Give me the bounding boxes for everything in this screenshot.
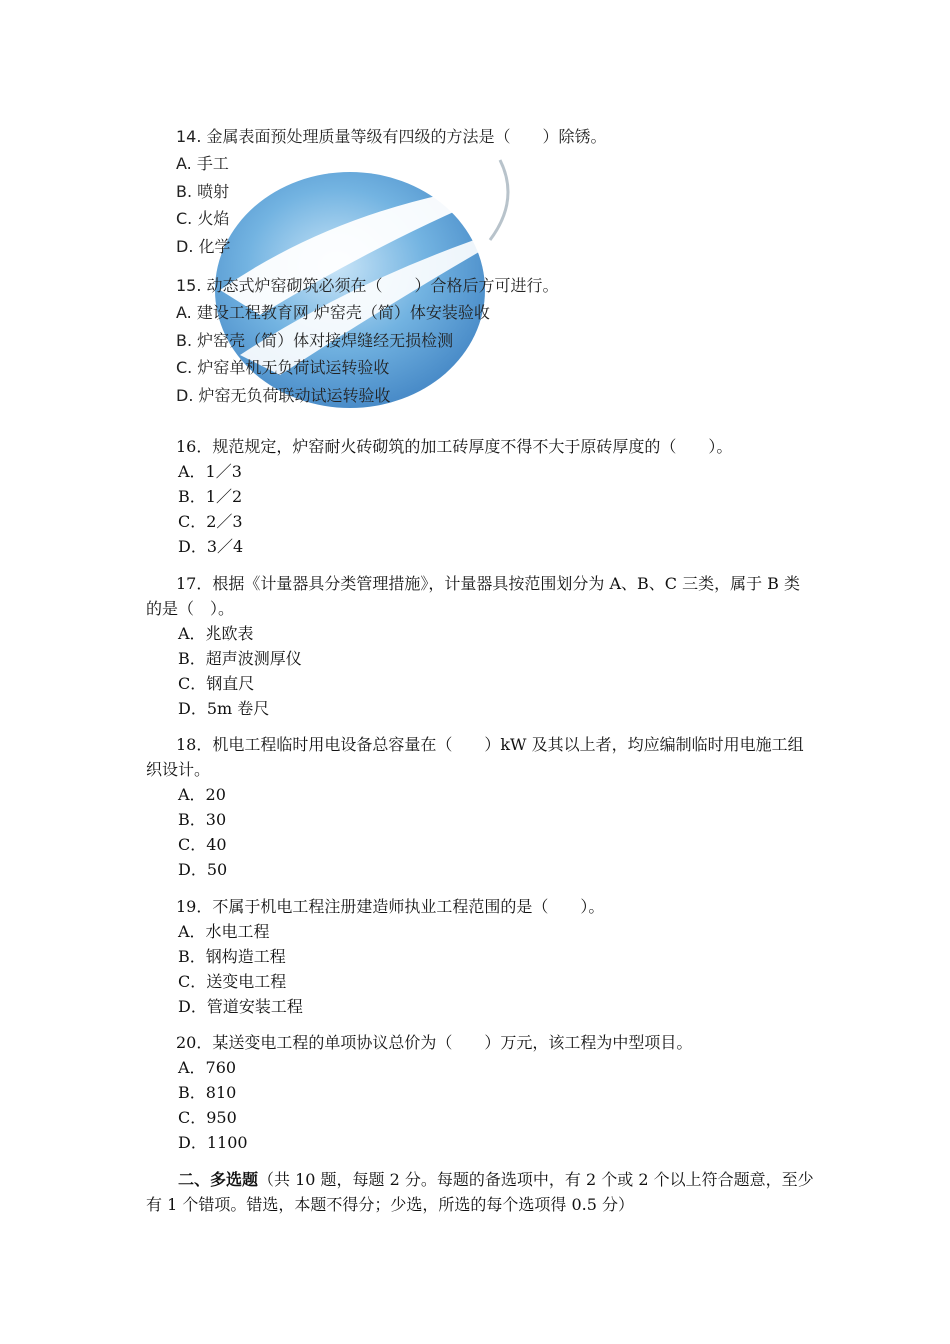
- option-b: B．钢构造工程: [178, 947, 286, 966]
- option-c: C．40: [178, 835, 227, 854]
- option-b: B．1／2: [178, 487, 243, 506]
- option-a: A．水电工程: [178, 922, 270, 941]
- option-d: D. 炉窑无负荷联动试运转验收: [176, 385, 391, 405]
- option-b: B. 喷射: [176, 181, 230, 201]
- question-19: [146, 894, 816, 1019]
- option-c: C．钢直尺: [178, 674, 255, 693]
- section-title: 二、多选题: [178, 1170, 259, 1189]
- question-14: [146, 124, 816, 260]
- option-c: C．2／3: [178, 512, 243, 531]
- section-multiple-choice: [146, 1167, 816, 1217]
- option-d: D. 化学: [176, 236, 231, 256]
- option-c: C. 火焰: [176, 209, 230, 228]
- option-a: A．兆欧表: [178, 624, 254, 643]
- option-c: C．送变电工程: [178, 972, 287, 991]
- option-b: B．30: [178, 810, 227, 829]
- option-b: B. 炉窑壳（简）体对接焊缝经无损检测: [176, 330, 454, 350]
- option-a: A. 建设工程教育网 炉窑壳（简）体安装验收: [176, 303, 490, 322]
- question-stem: 16．规范规定，炉窑耐火砖砌筑的加工砖厚度不得不大于原砖厚度的（ ）。: [176, 437, 733, 456]
- question-18: [146, 732, 816, 882]
- section-paragraph: [146, 1167, 816, 1217]
- question-20: [146, 1030, 816, 1155]
- option-d: D．50: [178, 860, 228, 879]
- option-a: A．1／3: [178, 462, 242, 481]
- option-d: D．1100: [178, 1133, 248, 1152]
- section-description: （共 10 题，每题 2 分。每题的备选项中，有 2 个或 2 个以上符合题意，至少有 1 个错项。错选，本题不得分；少选，所选的每个选项得 0.5 分）: [146, 1170, 814, 1214]
- option-b: B．810: [178, 1083, 237, 1102]
- question-16: [146, 434, 816, 559]
- question-stem: 15. 动态式炉窑砌筑必须在（ ）合格后方可进行。: [176, 276, 559, 295]
- question-15: [146, 273, 816, 409]
- question-stem: 20．某送变电工程的单项协议总价为（ ）万元，该工程为中型项目。: [176, 1033, 693, 1052]
- option-c: C. 炉窑单机无负荷试运转验收: [176, 358, 390, 377]
- question-stem: 17．根据《计量器具分类管理措施》，计量器具按范围划分为 A、B、C 三类，属于 B 类的是（ ）。: [146, 574, 801, 618]
- option-b: B．超声波测厚仪: [178, 649, 302, 668]
- option-a: A．760: [178, 1058, 237, 1077]
- option-a: A．20: [178, 785, 226, 804]
- option-d: D．5m 卷尺: [178, 699, 270, 718]
- question-stem: 19．不属于机电工程注册建造师执业工程范围的是（ ）。: [176, 897, 605, 916]
- option-d: D．3／4: [178, 537, 244, 556]
- option-d: D．管道安装工程: [178, 997, 303, 1016]
- question-17: [146, 571, 816, 721]
- option-c: C．950: [178, 1108, 237, 1127]
- option-a: A. 手工: [176, 154, 229, 173]
- question-stem: 14. 金属表面预处理质量等级有四级的方法是（ ）除锈。: [176, 127, 607, 146]
- question-stem: 18．机电工程临时用电设备总容量在（ ）kW 及其以上者，均应编制临时用电施工组织设计。: [146, 735, 804, 779]
